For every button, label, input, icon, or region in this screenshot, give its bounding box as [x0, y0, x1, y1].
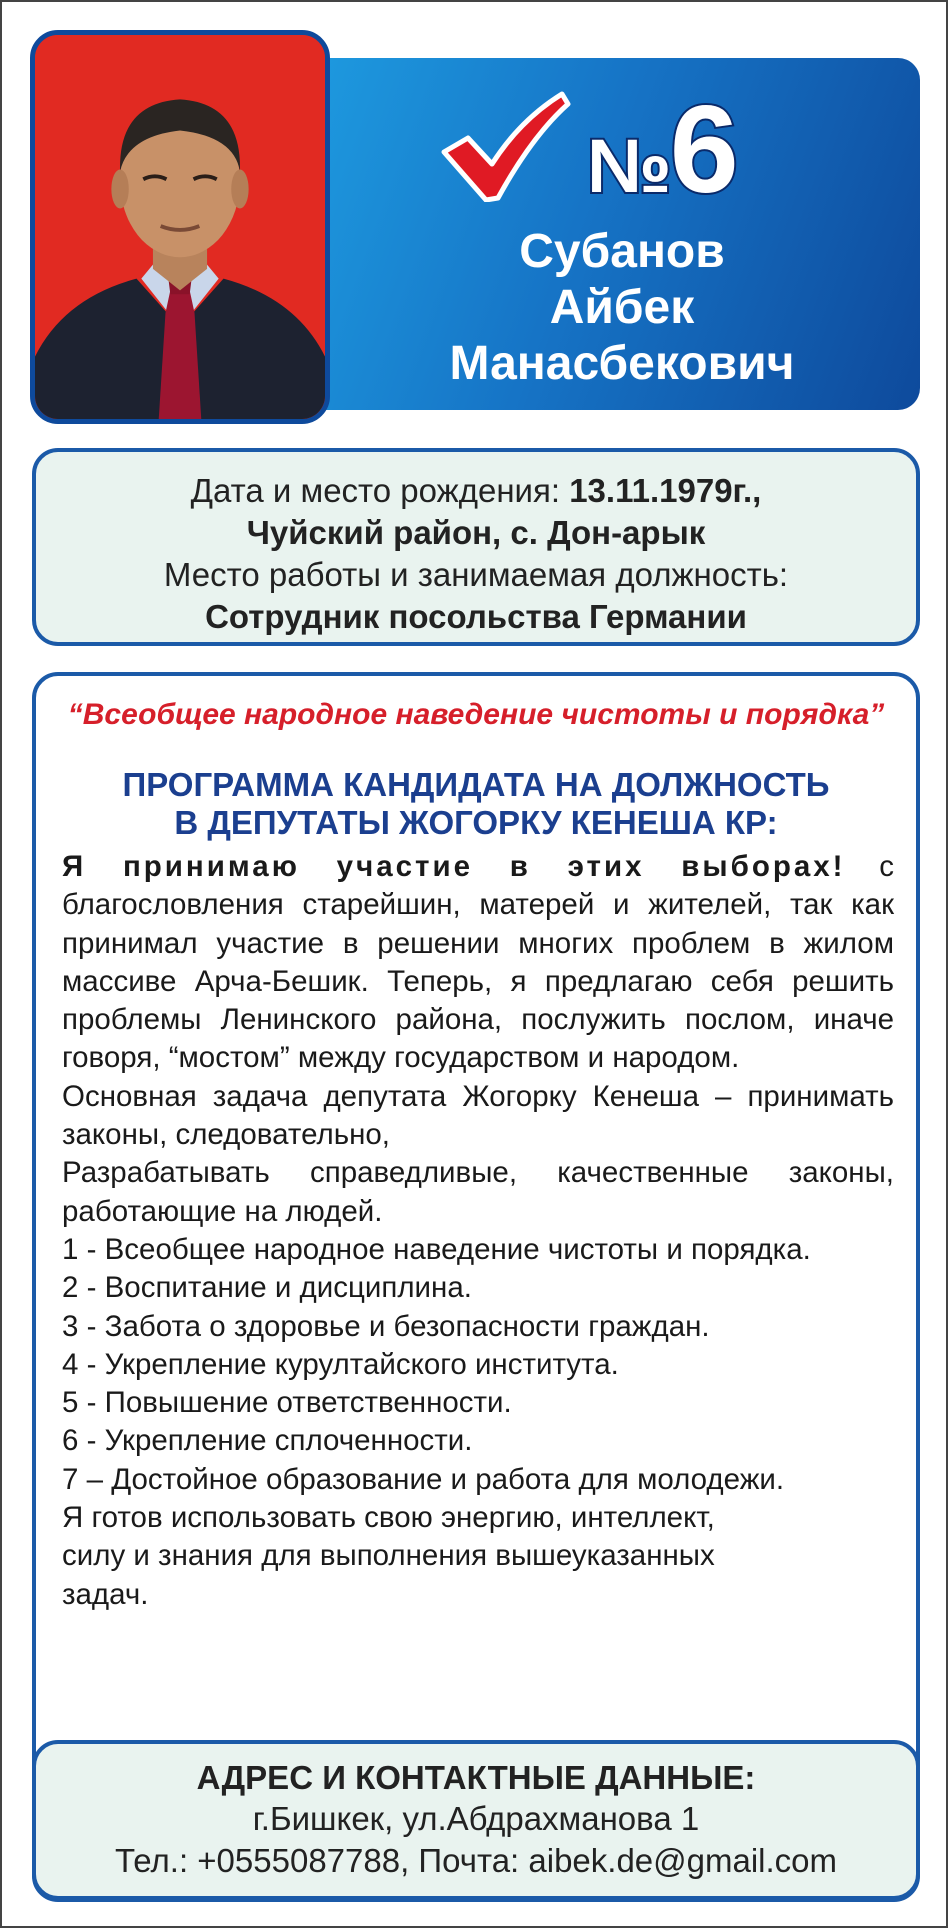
work-position: Сотрудник посольства Германии [205, 598, 747, 635]
program-intro [62, 848, 894, 1078]
contacts-panel [32, 1740, 920, 1900]
candidate-name [362, 224, 882, 392]
program-item: 2 - Воспитание и дисциплина. [62, 1271, 472, 1305]
birth-date: 13.11.1979г., [569, 472, 762, 509]
intro-rest: с благословления старейшин, матерей и жителей, так как принимал участие в решении многих проблем в жилом массиве Арча-Бешик. Теперь, я предлагаю себя решить проблемы Ленинского района, послужить послом, иначе говоря, “мостом” между государством и народом. [62, 850, 894, 1075]
candidate-photo [30, 30, 330, 424]
program-title [36, 766, 916, 842]
intro-bold: Я принимаю участие в этих выборах! [62, 850, 846, 883]
program-item: 5 - Повышение ответственности. [62, 1386, 512, 1420]
candidate-number [587, 81, 739, 219]
program-item: 1 - Всеобщее народное наведение чистоты и порядка. [62, 1232, 811, 1266]
program-item: 3 - Забота о здоровье и безопасности граждан. [62, 1309, 710, 1343]
birth-label: Дата и место рождения: [190, 472, 570, 509]
program-item: 6 - Укрепление сплоченности. [62, 1424, 473, 1458]
program-title-line-2: В ДЕПУТАТЫ ЖОГОРКУ КЕНЕША КР: [174, 804, 778, 841]
program-item: 4 - Укрепление курултайского института. [62, 1347, 619, 1381]
surname: Субанов [519, 225, 725, 278]
number-sign: № [587, 124, 670, 209]
program-closing: Я готов использовать свою энергию, интеллект, силу и знания для выполнения вышеуказанных задач. [62, 1501, 715, 1611]
patronymic: Манасбекович [449, 337, 795, 390]
program-text [62, 848, 894, 1614]
check-mark-icon [440, 90, 572, 202]
program-panel [32, 672, 920, 1902]
work-label: Место работы и занимаемая должность: [163, 556, 789, 593]
contacts-address: г.Бишкек, ул.Абдрахманова 1 [252, 1800, 700, 1837]
contacts-phone-email: Тел.: +0555087788, Почта: aibek.de@gmail.com [114, 1842, 838, 1879]
program-task-2: Разрабатывать справедливые, качественные законы, работающие на людей. [62, 1156, 894, 1228]
program-title-line-1: ПРОГРАММА КАНДИДАТА НА ДОЛЖНОСТЬ [122, 766, 830, 803]
candidate-info-panel [32, 448, 920, 646]
first-name: Айбек [549, 281, 695, 334]
program-task-1: Основная задача депутата Жогорку Кенеша – принимать законы, следовательно, [62, 1079, 894, 1152]
birth-line [36, 470, 916, 512]
birth-place: Чуйский район, с. Дон-арык [246, 514, 706, 551]
slogan: “Всеобщее народное наведение чистоты и порядка” [67, 698, 885, 731]
number-value: 6 [669, 81, 739, 219]
program-item: 7 – Достойное образование и работа для молодежи. [62, 1462, 785, 1496]
contacts-title: АДРЕС И КОНТАКТНЫЕ ДАННЫЕ: [196, 1759, 756, 1796]
